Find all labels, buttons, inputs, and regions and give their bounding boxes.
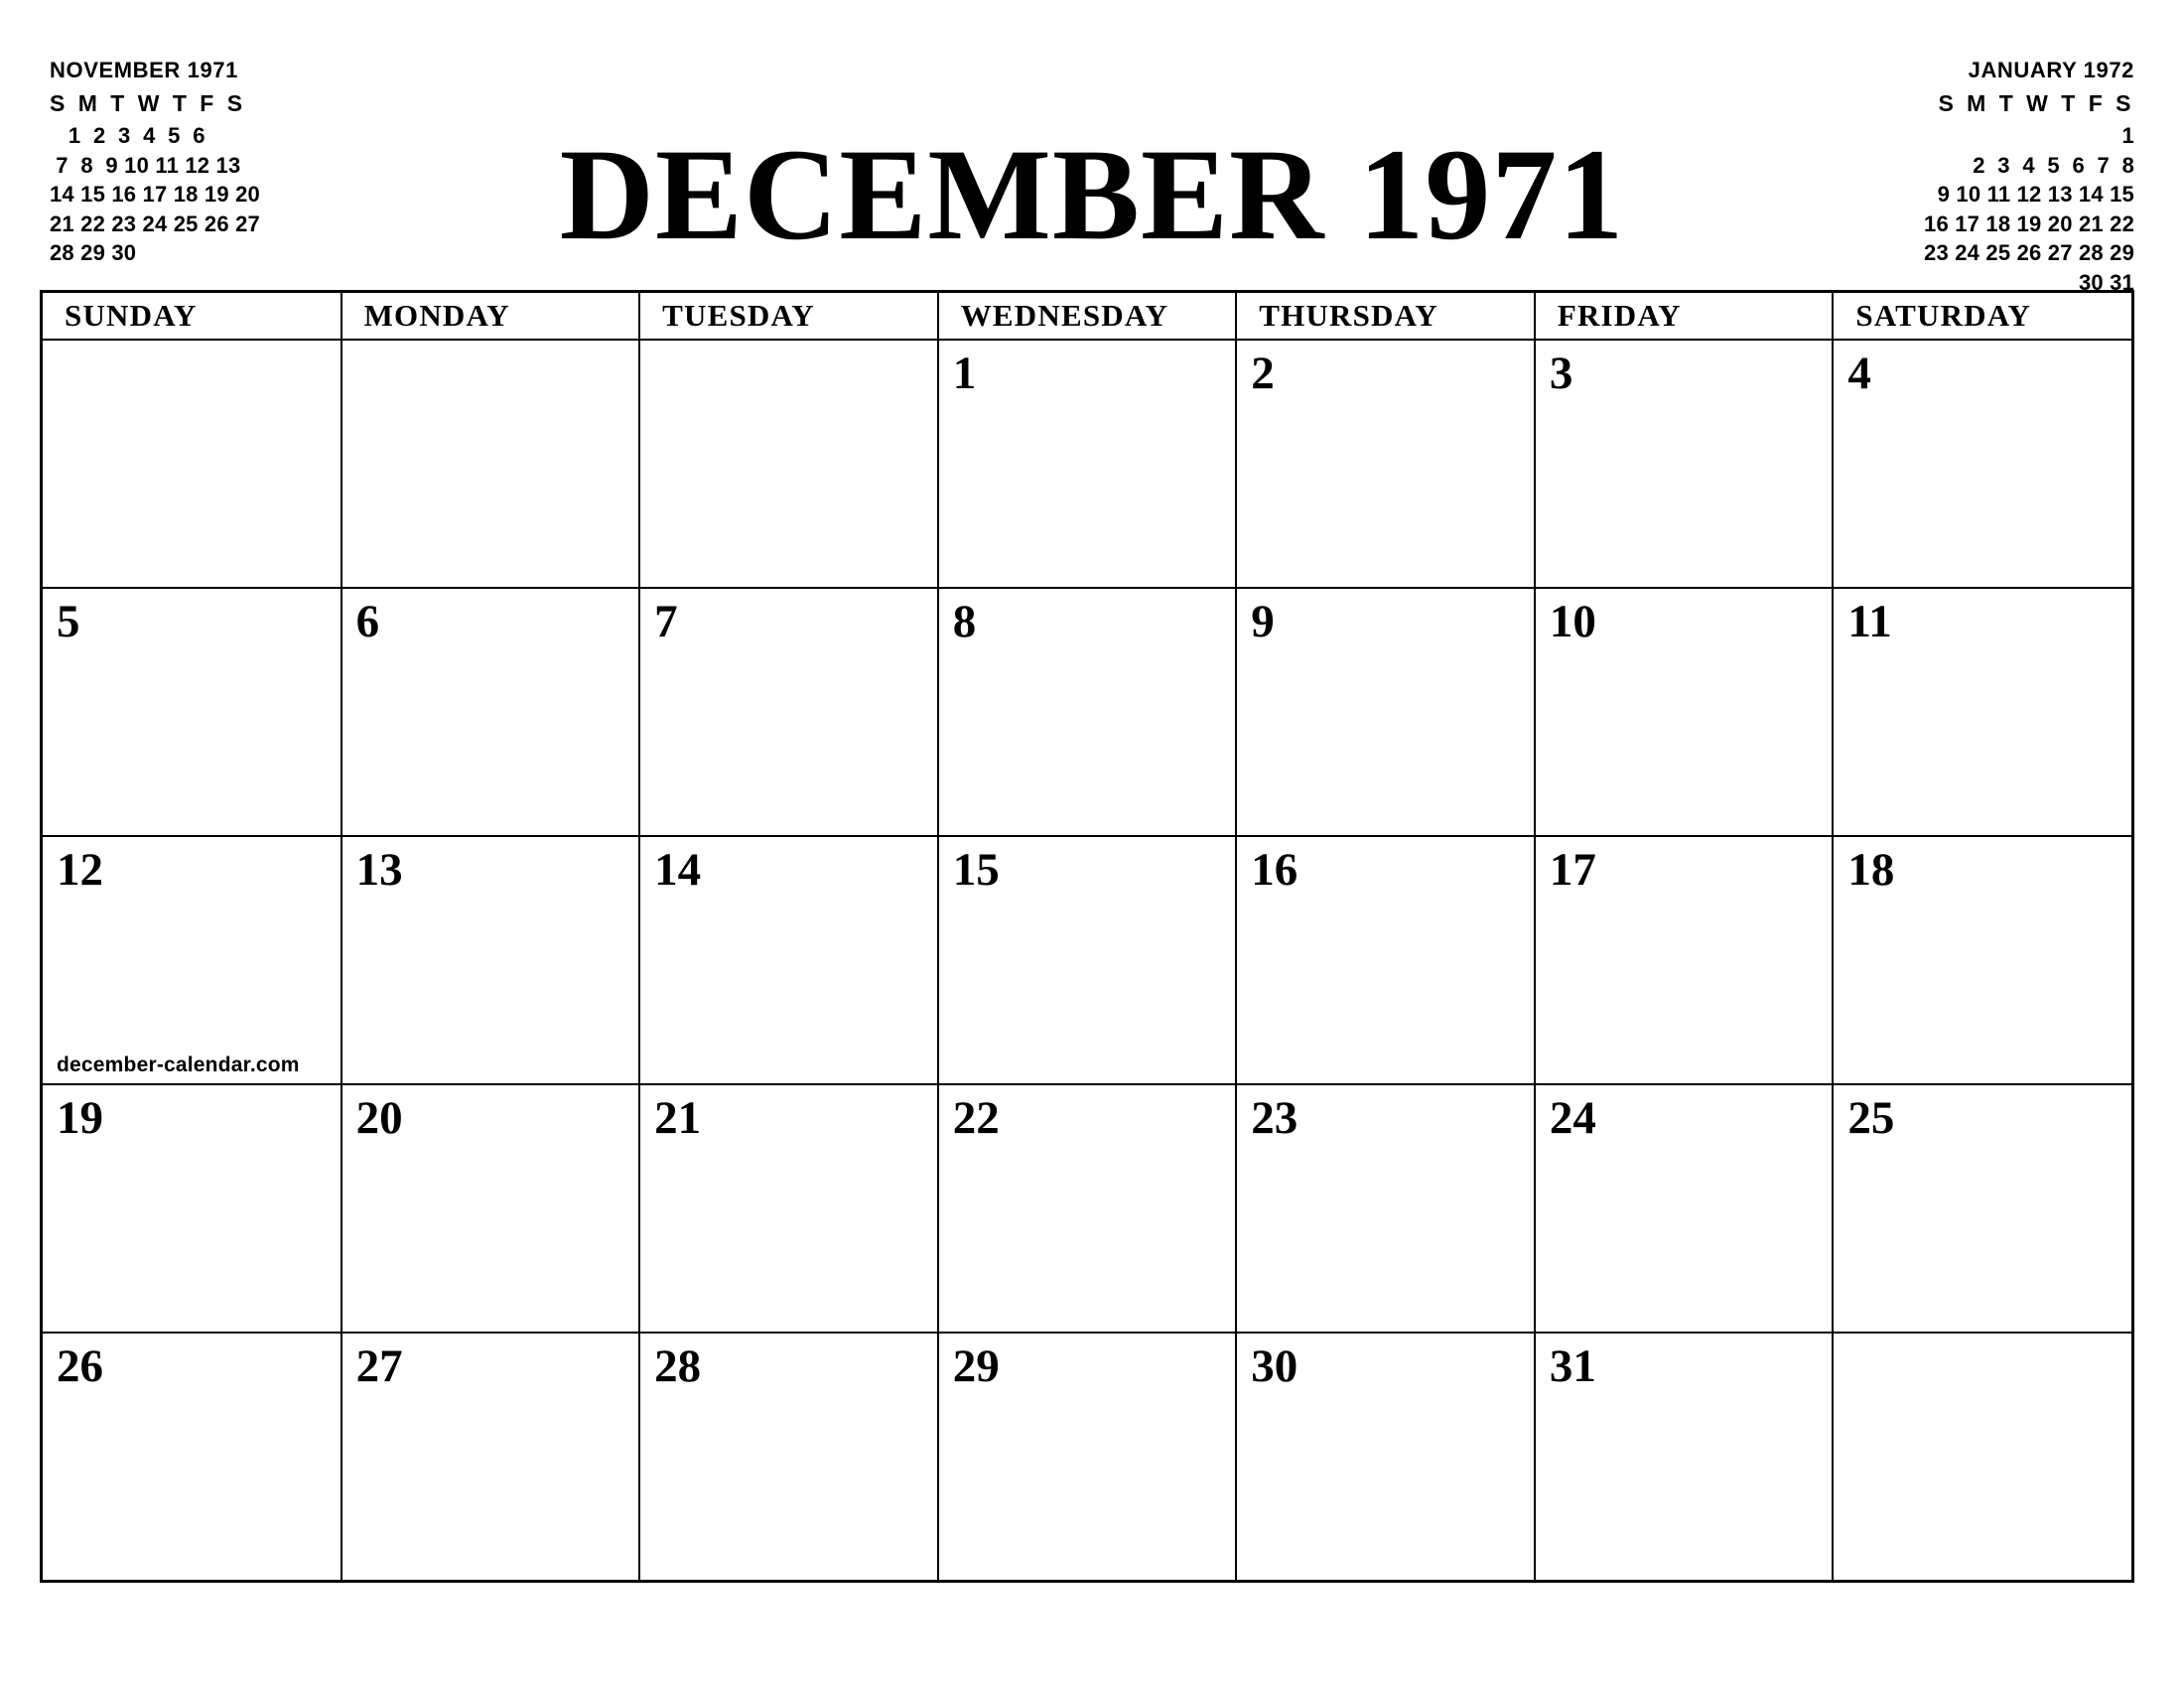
day-number: 20 — [355, 1092, 403, 1144]
day-number: 19 — [57, 1092, 103, 1144]
day-number: 9 — [1251, 596, 1275, 647]
day-cell[interactable] — [1535, 588, 1834, 836]
day-number: 22 — [952, 1092, 1000, 1144]
mini-calendar-previous-weekday-row: S M T W T F S — [50, 90, 246, 117]
mini-calendar-next-week: 2 3 4 5 6 7 8 — [1966, 152, 2134, 178]
mini-calendar-previous-week: 21 22 23 24 25 26 27 — [50, 211, 260, 236]
day-cell[interactable] — [1833, 588, 2131, 836]
mini-calendar-next-week: 30 31 — [2078, 269, 2134, 295]
day-number: 15 — [952, 844, 1000, 896]
weekday-header-wednesday: WEDNESDAY — [938, 293, 1237, 340]
day-cell[interactable] — [1236, 836, 1535, 1084]
day-cell[interactable] — [639, 1333, 938, 1580]
day-cell[interactable] — [1535, 1333, 1834, 1580]
day-number: 10 — [1549, 596, 1596, 647]
mini-calendar-previous-week: 7 8 9 10 11 12 13 — [50, 152, 241, 178]
day-cell[interactable] — [1833, 1084, 2131, 1333]
weekday-header-tuesday: TUESDAY — [639, 293, 938, 340]
mini-calendar-previous-week: 1 2 3 4 5 6 — [50, 123, 205, 149]
day-cell[interactable] — [341, 588, 640, 836]
day-number: 7 — [654, 596, 678, 647]
day-cell[interactable] — [43, 1333, 341, 1580]
page-title: DECEMBER 1971 — [559, 121, 1625, 267]
day-number: 26 — [57, 1340, 103, 1392]
day-number: 29 — [952, 1340, 1000, 1392]
weekday-header-row — [43, 293, 2131, 340]
day-number: 13 — [355, 844, 403, 896]
day-cell[interactable] — [938, 836, 1237, 1084]
day-cell[interactable] — [938, 1333, 1237, 1580]
day-number: 17 — [1549, 844, 1596, 896]
day-cell[interactable] — [1236, 588, 1535, 836]
calendar-header — [40, 34, 2144, 295]
mini-calendar-previous-week: 28 29 30 — [50, 240, 137, 266]
day-number: 18 — [1847, 844, 1895, 896]
day-cell[interactable] — [639, 588, 938, 836]
day-cell[interactable] — [341, 836, 640, 1084]
mini-calendar-next-weekday-row: S M T W T F S — [1938, 90, 2134, 117]
day-cell[interactable] — [1236, 1333, 1535, 1580]
day-number: 8 — [952, 596, 977, 647]
weekday-header-sunday: SUNDAY — [43, 293, 341, 340]
day-number: 21 — [654, 1092, 702, 1144]
day-cell[interactable] — [938, 340, 1237, 588]
week-row — [43, 340, 2131, 588]
mini-calendar-next-week: 16 17 18 19 20 21 22 — [1924, 211, 2134, 236]
day-cell[interactable] — [43, 340, 341, 588]
day-number: 2 — [1251, 348, 1275, 399]
day-number: 27 — [355, 1340, 403, 1392]
mini-calendar-next-week: 23 24 25 26 27 28 29 — [1924, 240, 2134, 266]
day-number — [43, 341, 341, 351]
site-watermark: december-calendar.com — [57, 1054, 300, 1076]
day-number: 6 — [355, 596, 380, 647]
day-cell[interactable] — [1535, 340, 1834, 588]
day-number — [640, 341, 937, 351]
day-number: 4 — [1847, 348, 1871, 399]
day-number: 5 — [57, 596, 80, 647]
day-number: 3 — [1549, 348, 1573, 399]
weekday-header-saturday: SATURDAY — [1833, 293, 2131, 340]
day-cell[interactable] — [341, 1333, 640, 1580]
weekday-header-monday: MONDAY — [341, 293, 640, 340]
weekday-header-thursday: THURSDAY — [1236, 293, 1535, 340]
month-grid — [40, 290, 2134, 1583]
week-row — [43, 836, 2131, 1084]
day-cell[interactable] — [1236, 1084, 1535, 1333]
weekday-header-friday: FRIDAY — [1535, 293, 1834, 340]
day-cell[interactable] — [1833, 340, 2131, 588]
mini-calendar-next-title: JANUARY 1972 — [1968, 58, 2134, 82]
day-number: 12 — [57, 844, 103, 896]
day-cell[interactable] — [341, 1084, 640, 1333]
day-number: 28 — [654, 1340, 702, 1392]
day-number: 23 — [1251, 1092, 1298, 1144]
day-cell[interactable] — [43, 588, 341, 836]
mini-calendar-next-week: 9 10 11 12 13 14 15 — [1931, 182, 2134, 208]
day-number: 31 — [1549, 1340, 1596, 1392]
mini-calendar-previous-week: 14 15 16 17 18 19 20 — [50, 182, 260, 208]
week-row — [43, 1333, 2131, 1580]
week-row — [43, 588, 2131, 836]
day-cell[interactable] — [1535, 1084, 1834, 1333]
day-cell[interactable] — [1535, 836, 1834, 1084]
day-cell[interactable] — [1833, 836, 2131, 1084]
mini-calendar-previous-title: NOVEMBER 1971 — [50, 58, 238, 82]
day-number — [1834, 1334, 2131, 1343]
day-cell[interactable] — [938, 1084, 1237, 1333]
day-number: 25 — [1847, 1092, 1895, 1144]
day-cell[interactable] — [938, 588, 1237, 836]
mini-calendar-next-week: 1 — [2008, 123, 2134, 149]
day-number: 14 — [654, 844, 702, 896]
day-number: 11 — [1847, 596, 1892, 647]
day-cell[interactable] — [43, 836, 341, 1084]
day-cell[interactable] — [341, 340, 640, 588]
day-cell[interactable] — [639, 1084, 938, 1333]
week-row — [43, 1084, 2131, 1333]
day-cell[interactable] — [639, 340, 938, 588]
day-cell[interactable] — [43, 1084, 341, 1333]
day-number — [342, 341, 639, 351]
day-number: 1 — [952, 348, 977, 399]
day-cell[interactable] — [1236, 340, 1535, 588]
day-number: 16 — [1251, 844, 1298, 896]
day-number: 24 — [1549, 1092, 1596, 1144]
day-cell[interactable] — [1833, 1333, 2131, 1580]
day-cell[interactable] — [639, 836, 938, 1084]
day-number: 30 — [1251, 1340, 1298, 1392]
